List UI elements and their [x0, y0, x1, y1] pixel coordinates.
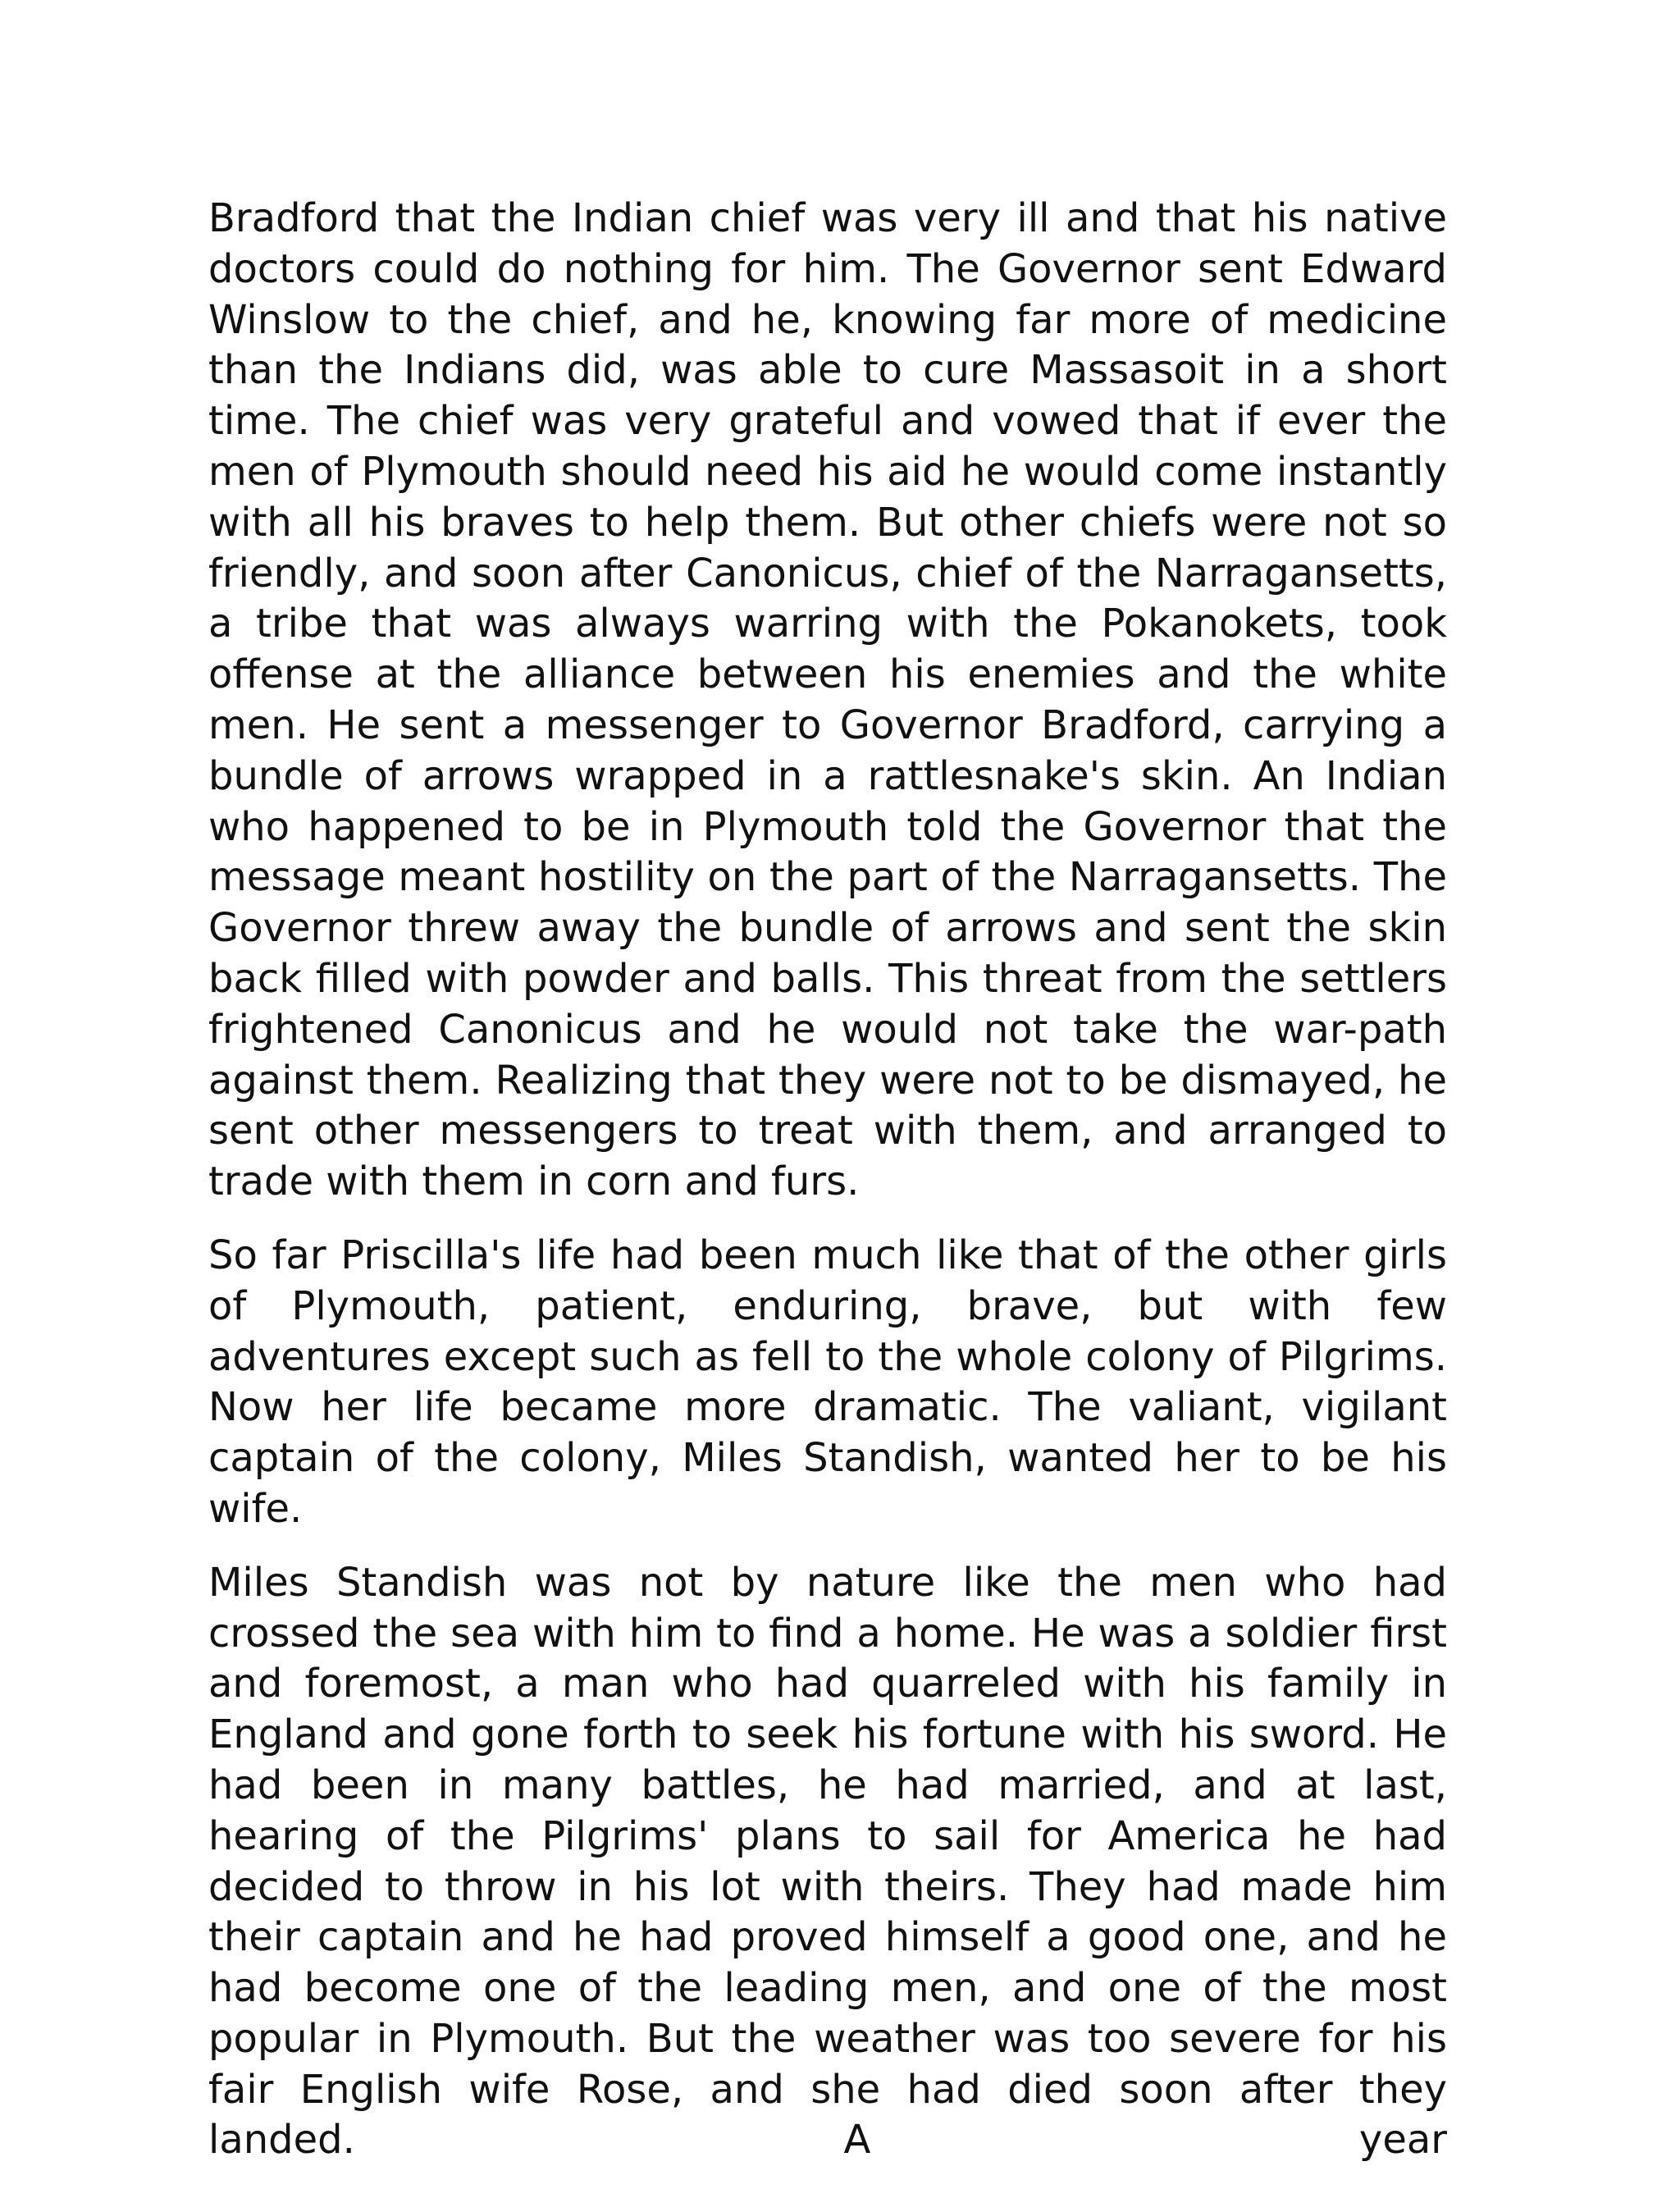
paragraph-1: Bradford that the Indian chief was very ill and that his native doctors could do nothing for him. The Governor sent Edward Winslow to the chief, and he, knowing far more of medicine than the Indians did, was able to cure Massasoit in a short time. The chief was very grateful and vowed that if ever the men of Plymouth should need his aid he would come instantly with all his braves to help them. But other chiefs were not so friendly, and soon after Canonicus, chief of the Narragansetts, a tribe that was always warring with the Pokanokets, took offense at the alliance between his enemies and the white men. He sent a messenger to Governor Bradford, carrying a bundle of arrows wrapped in a rattlesnake's skin. An Indian who happened to be in Plymouth told the Governor that the message meant hostility on the part of the Narragansetts. The Governor threw away the bundle of arrows and sent the skin back filled with powder and balls. This threat from the settlers frightened Canonicus and he would not take the war-path against them. Realizing that they were not to be dismayed, he sent other messengers to treat with them, and arranged to trade with them in corn and furs.	[208, 195, 1447, 1205]
paragraph-2: So far Priscilla's life had been much like that of the other girls of Plymouth, patient, enduring, brave, but with few adventures except such as fell to the whole colony of Pilgrims. Now her life became more dramatic. The valiant, vigilant captain of the colony, Miles Standish, wanted her to be his wife.	[208, 1232, 1447, 1532]
paragraph-3: Miles Standish was not by nature like the men who had crossed the sea with him to find a home. He was a soldier first and foremost, a man who had quarreled with his family in England and gone forth to seek his fortune with his sword. He had been in many battles, he had married, and at last, hearing of the Pilgrims' plans to sail for America he had decided to throw in his lot with theirs. They had made him their captain and he had proved himself a good one, and he had become one of the leading men, and one of the most popular in Plymouth. But the weather was too severe for his fair English wife Rose, and she had died soon after they landed. A year	[208, 1559, 1447, 2164]
document-page	[208, 194, 1447, 2189]
